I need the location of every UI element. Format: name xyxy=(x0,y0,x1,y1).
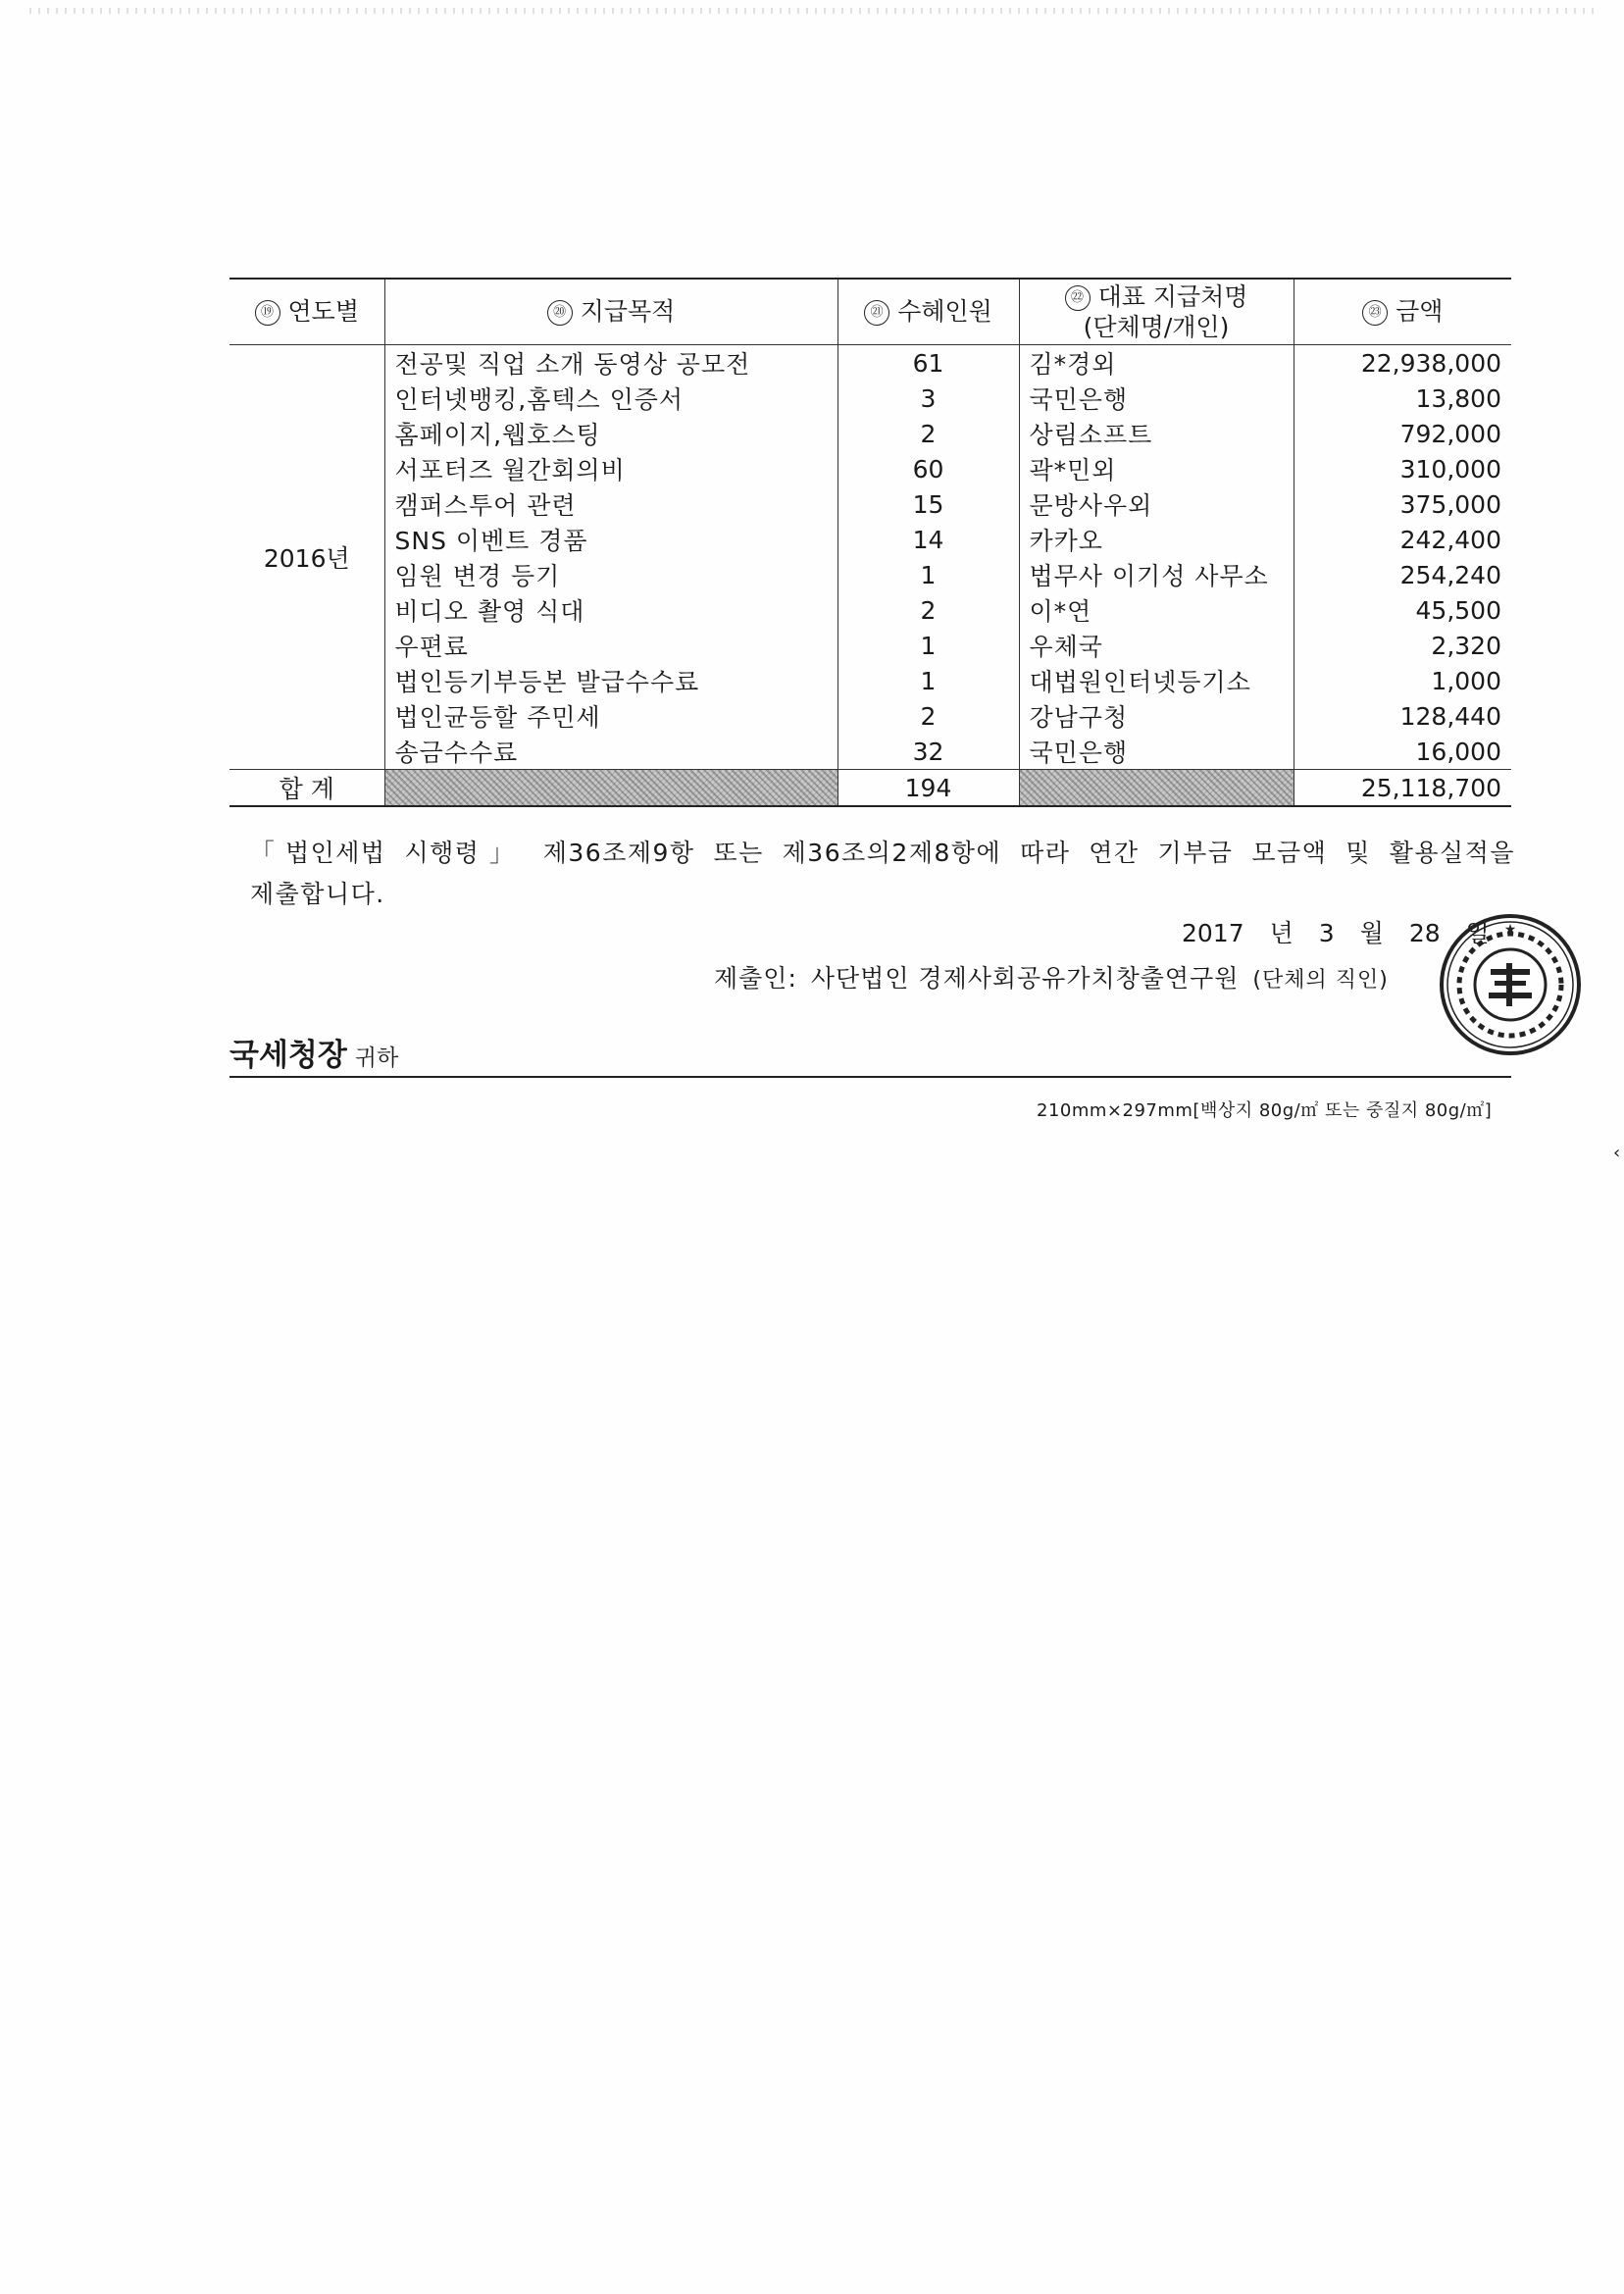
table-row xyxy=(229,663,1511,698)
shaded-cell xyxy=(1019,770,1294,807)
purpose-cell: 법인등기부등본 발급수수료 xyxy=(384,663,837,698)
people-cell: 1 xyxy=(837,557,1019,592)
purpose-cell: SNS 이벤트 경품 xyxy=(384,522,837,557)
table-row xyxy=(229,628,1511,663)
recipient-cell: 우체국 xyxy=(1019,628,1294,663)
date-day-unit: 일 xyxy=(1465,919,1490,947)
date-year: 2017 xyxy=(1182,919,1244,947)
total-row xyxy=(229,770,1511,807)
table-row xyxy=(229,522,1511,557)
people-cell: 61 xyxy=(837,345,1019,382)
recipient-cell: 국민은행 xyxy=(1019,734,1294,770)
shaded-cell xyxy=(384,770,837,807)
amount-cell: 242,400 xyxy=(1294,522,1511,557)
purpose-cell: 홈페이지,웹호스팅 xyxy=(384,416,837,451)
amount-cell: 16,000 xyxy=(1294,734,1511,770)
purpose-cell: 임원 변경 등기 xyxy=(384,557,837,592)
amount-cell: 254,240 xyxy=(1294,557,1511,592)
purpose-cell: 법인균등할 주민세 xyxy=(384,698,837,734)
submitter-label: 제출인: xyxy=(714,964,797,993)
table-row xyxy=(229,345,1511,382)
people-cell: 3 xyxy=(837,381,1019,416)
purpose-cell: 서포터즈 월간회의비 xyxy=(384,451,837,486)
recipient-cell: 곽*민외 xyxy=(1019,451,1294,486)
recipient-cell: 카카오 xyxy=(1019,522,1294,557)
recipient-cell: 국민은행 xyxy=(1019,381,1294,416)
people-cell: 60 xyxy=(837,451,1019,486)
amount-cell: 1,000 xyxy=(1294,663,1511,698)
header-recipient: ㉒ 대표 지급처명 (단체명/개인) xyxy=(1019,279,1294,345)
seal-label: (단체의 직인) xyxy=(1252,968,1389,993)
header-people: ㉑ 수혜인원 xyxy=(837,279,1019,345)
amount-cell: 13,800 xyxy=(1294,381,1511,416)
date-month: 3 xyxy=(1318,919,1335,947)
purpose-cell: 우편료 xyxy=(384,628,837,663)
table-row xyxy=(229,557,1511,592)
people-cell: 1 xyxy=(837,628,1019,663)
recipient-cell: 강남구청 xyxy=(1019,698,1294,734)
amount-cell: 22,938,000 xyxy=(1294,345,1511,382)
table-header-row xyxy=(229,279,1511,345)
margin-mark: ‹ xyxy=(1613,1143,1621,1163)
recipient-cell: 상림소프트 xyxy=(1019,416,1294,451)
submitter-org: 사단법인 경제사회공유가치창출연구원 xyxy=(810,964,1240,993)
total-label: 합 계 xyxy=(229,770,384,807)
statement-line-2: 제출합니다. xyxy=(250,880,385,908)
people-cell: 2 xyxy=(837,592,1019,628)
people-cell: 1 xyxy=(837,663,1019,698)
statement-line-1: 「법인세법 시행령」 제36조제9항 또는 제36조의2제8항에 따라 연간 기부금 모금액 및 활용실적을 xyxy=(250,839,1515,867)
purpose-cell: 비디오 촬영 식대 xyxy=(384,592,837,628)
purpose-cell: 송금수수료 xyxy=(384,734,837,770)
purpose-cell: 캠퍼스투어 관련 xyxy=(384,486,837,522)
people-cell: 14 xyxy=(837,522,1019,557)
svg-text:★: ★ xyxy=(1503,922,1517,938)
recipient-cell: 법무사 이기성 사무소 xyxy=(1019,557,1294,592)
recipient-cell: 대법원인터넷등기소 xyxy=(1019,663,1294,698)
total-people: 194 xyxy=(837,770,1019,807)
people-cell: 32 xyxy=(837,734,1019,770)
amount-cell: 310,000 xyxy=(1294,451,1511,486)
recipient-cell: 김*경외 xyxy=(1019,345,1294,382)
recipient-cell: 이*연 xyxy=(1019,592,1294,628)
recipient-cell: 문방사우외 xyxy=(1019,486,1294,522)
scan-noise xyxy=(29,8,1599,14)
table-row xyxy=(229,486,1511,522)
date-month-unit: 월 xyxy=(1359,919,1384,947)
donation-usage-table xyxy=(229,278,1511,807)
people-cell: 2 xyxy=(837,416,1019,451)
table-row xyxy=(229,592,1511,628)
amount-cell: 375,000 xyxy=(1294,486,1511,522)
header-year: ⑲ 연도별 xyxy=(229,279,384,345)
date-year-unit: 년 xyxy=(1269,919,1294,947)
table-row xyxy=(229,734,1511,770)
amount-cell: 2,320 xyxy=(1294,628,1511,663)
amount-cell: 45,500 xyxy=(1294,592,1511,628)
table-row xyxy=(229,416,1511,451)
submitter xyxy=(714,959,1389,994)
purpose-cell: 전공및 직업 소개 동영상 공모전 xyxy=(384,345,837,382)
header-purpose: ⑳ 지급목적 xyxy=(384,279,837,345)
year-cell: 2016년 xyxy=(229,345,384,770)
total-amount: 25,118,700 xyxy=(1294,770,1511,807)
date-day: 28 xyxy=(1408,919,1441,947)
amount-cell: 128,440 xyxy=(1294,698,1511,734)
paper-spec: 210mm×297mm[백상지 80g/㎡ 또는 중질지 80g/㎡] xyxy=(1037,1100,1493,1121)
amount-cell: 792,000 xyxy=(1294,416,1511,451)
addressee-honorific: 귀하 xyxy=(354,1045,399,1071)
addressee-name: 국세청장 xyxy=(229,1038,347,1073)
people-cell: 2 xyxy=(837,698,1019,734)
purpose-cell: 인터넷뱅킹,홈텍스 인증서 xyxy=(384,381,837,416)
addressee xyxy=(229,1030,1511,1078)
table-row xyxy=(229,698,1511,734)
table-row xyxy=(229,381,1511,416)
header-amount: ㉓ 금액 xyxy=(1294,279,1511,345)
people-cell: 15 xyxy=(837,486,1019,522)
table-row xyxy=(229,451,1511,486)
